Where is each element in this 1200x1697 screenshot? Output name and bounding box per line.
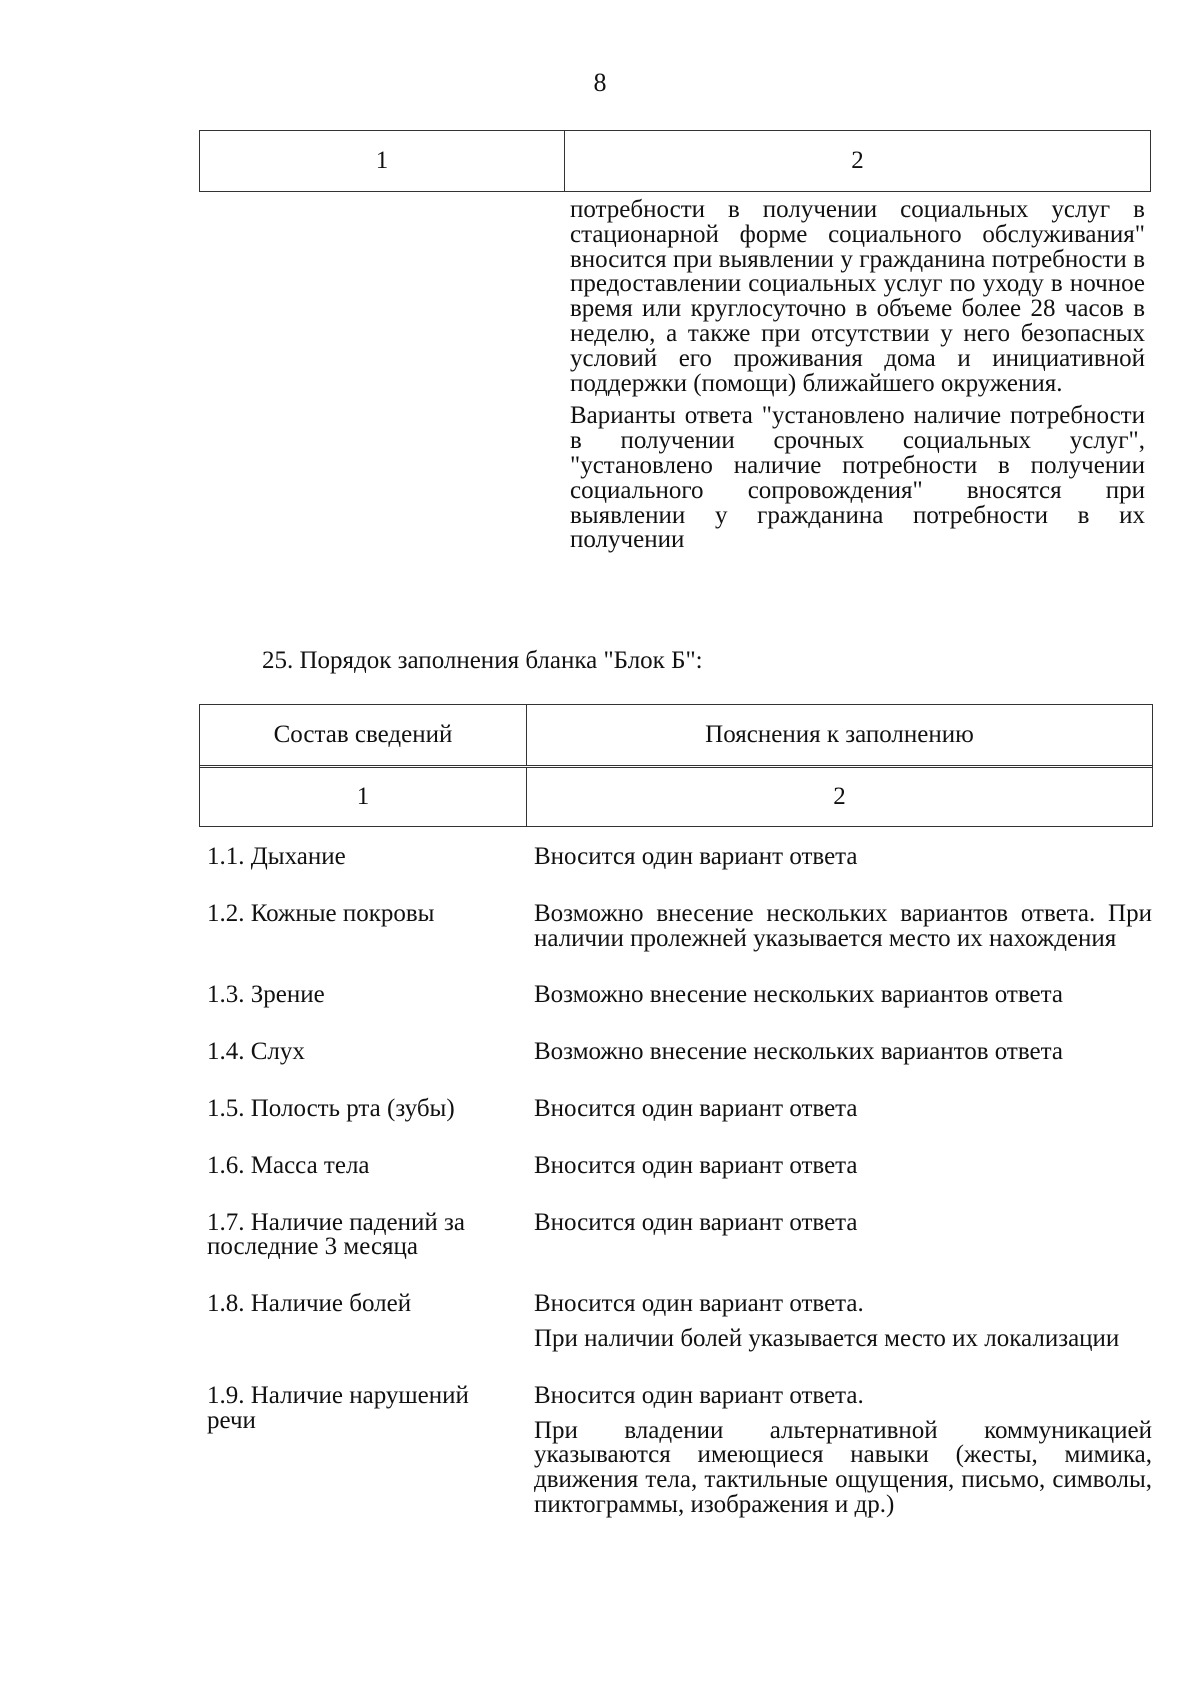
row-explanation — [534, 1381, 1152, 1518]
block-b-table-header — [199, 704, 1153, 827]
row-field-name: 1.8. Наличие болей — [207, 1290, 412, 1318]
row-explanation — [534, 845, 1152, 870]
row-explanation — [534, 1040, 1152, 1065]
explanation-paragraph: При наличии болей указывается место их локализации — [534, 1324, 1120, 1352]
row-explanation — [534, 1292, 1152, 1352]
explanation-paragraph: Вносится один вариант ответа — [534, 1094, 858, 1122]
table-row — [207, 845, 1152, 870]
row-field-name: 1.2. Кожные покровы — [207, 899, 435, 927]
column-number-1: 1 — [200, 131, 565, 191]
row-field-name: 1.5. Полость рта (зубы) — [207, 1094, 455, 1122]
row-field-name: 1.4. Слух — [207, 1038, 305, 1066]
row-field-name: 1.9. Наличие нарушений речи — [207, 1381, 469, 1434]
row-explanation — [534, 1208, 1152, 1261]
row-explanation — [534, 1094, 1152, 1122]
table-row — [207, 983, 1152, 1008]
row-field-name: 1.6. Масса тела — [207, 1151, 370, 1179]
column-title-explanations: Пояснения к заполнению — [705, 721, 974, 748]
explanation-paragraph: Возможно внесение нескольких вариантов ответа. При наличии пролежней указывается место их нахождения — [534, 899, 1152, 952]
table-header-continued — [199, 130, 1151, 192]
page-number: 8 — [593, 68, 607, 97]
explanation-paragraph: Вносится один вариант ответа. — [534, 1290, 864, 1318]
explanation-paragraph: Вносится один вариант ответа — [534, 843, 858, 870]
row-explanation — [534, 1151, 1152, 1179]
block-b-entries — [207, 845, 1152, 1550]
column-title-composition: Состав сведений — [200, 705, 527, 765]
column-number-2: 2 — [833, 783, 846, 810]
explanation-paragraph: Возможно внесение нескольких вариантов ответа — [534, 1038, 1063, 1066]
row-field-name: 1.1. Дыхание — [207, 843, 346, 870]
continued-explanation — [570, 198, 1145, 553]
table-row — [207, 1094, 1152, 1122]
table-row — [207, 1151, 1152, 1179]
explanation-paragraph: Вносится один вариант ответа — [534, 1208, 858, 1236]
continued-paragraph-1: потребности в получении социальных услуг в стационарной форме социального обслуживания" вносится при выявлении у гражданина потребности в предоставлении социальных услуг по уходу в ночное время или круглосуточно в объеме более 28 часов в неделю, а также при отсутствии у него безопасных условий его проживания дома и инициативной поддержки (помощи) ближайшего окружения. — [570, 196, 1145, 397]
table-row — [207, 899, 1152, 952]
row-explanation — [534, 983, 1152, 1008]
continued-paragraph-2: Варианты ответа "установлено наличие потребности в получении срочных социальных услуг", "установлено наличие потребности в получении социального сопровождения" вносятся при выявлении у гражданина потребности в их получении — [570, 402, 1145, 554]
header-numbers-row — [200, 768, 1152, 826]
explanation-paragraph: При владении альтернативной коммуникацией указываются имеющиеся навыки (жесты, мимика, движения тела, тактильные ощущения, письмо, символы, пиктограммы, изображения и др.) — [534, 1416, 1152, 1518]
row-explanation — [534, 899, 1152, 952]
column-number-1: 1 — [200, 768, 527, 826]
explanation-paragraph: Возможно внесение нескольких вариантов ответа — [534, 981, 1063, 1009]
table-row — [207, 1381, 1152, 1518]
section-heading: 25. Порядок заполнения бланка "Блок Б": — [262, 647, 703, 674]
row-field-name: 1.3. Зрение — [207, 981, 325, 1009]
explanation-paragraph: Вносится один вариант ответа. — [534, 1381, 864, 1409]
table-row — [207, 1292, 1152, 1352]
header-titles-row — [200, 705, 1152, 768]
table-row — [207, 1040, 1152, 1065]
table-row — [207, 1208, 1152, 1261]
row-field-name: 1.7. Наличие падений за последние 3 месяца — [207, 1208, 465, 1261]
explanation-paragraph: Вносится один вариант ответа — [534, 1151, 858, 1179]
column-number-2: 2 — [851, 147, 864, 174]
